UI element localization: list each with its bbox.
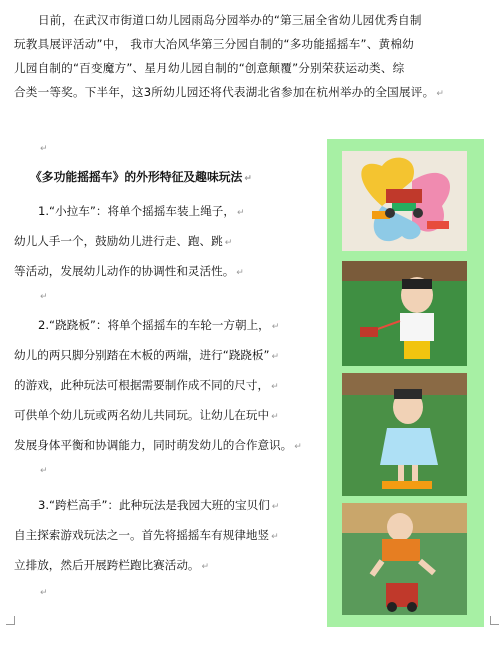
paragraph-mark-icon: ↵ — [224, 238, 233, 248]
photo-panel — [327, 139, 484, 627]
paragraph-mark-icon: ↵ — [436, 89, 445, 99]
paragraph-mark-icon: ↵ — [236, 268, 244, 278]
paragraph-mark-icon: ↵ — [271, 382, 279, 392]
paragraph-mark-icon: ↵ — [40, 292, 48, 302]
paragraph-mark-icon: ↵ — [271, 322, 280, 332]
paragraph-mark-icon: ↵ — [40, 466, 48, 476]
section-heading: 《多功能摇摇车》的外形特征及趣味玩法 ↵ — [30, 170, 252, 184]
intro-line: 合类一等奖。下半年，这3所幼儿园还将代表湖北省参加在杭州举办的全国展评。 ↵ — [14, 85, 445, 99]
photo-seesaw — [342, 373, 467, 496]
paragraph-mark-icon: ↵ — [40, 144, 48, 154]
paragraph-mark-icon: ↵ — [271, 412, 279, 422]
paragraph-mark-icon: ↵ — [244, 174, 252, 184]
paragraph-mark-icon: ↵ — [294, 442, 302, 452]
photo-hurdle-run — [342, 503, 467, 615]
photo-rocking-car-set — [342, 151, 467, 251]
play-method-3: 3.“跨栏高手”：此种玩法是我园大班的宝贝们 ↵ 自主探索游戏玩法之一。首先将摇摇车有规律地竖 ↵ 立排放，然后开展跨栏跑比赛活动。 ↵ — [14, 498, 280, 572]
paragraph-mark-icon: ↵ — [201, 562, 210, 572]
play-method-1: 1.“小拉车”：将单个摇摇车装上绳子， ↵ 幼儿人手一个，鼓励幼儿进行走、跑、跳 ↵ 等活动，发展幼儿动作的协调性和灵活性。 ↵ — [14, 204, 245, 278]
crop-mark — [6, 616, 15, 625]
photo-pull-car — [342, 261, 467, 366]
paragraph-mark-icon: ↵ — [236, 208, 245, 218]
paragraph-mark-icon: ↵ — [271, 352, 280, 362]
paragraph-mark-icon: ↵ — [40, 588, 48, 598]
intro-line: 玩教具展评活动”中， 我市大冶风华第三分园自制的“多功能摇摇车”、黄棉幼 — [14, 37, 414, 51]
intro-line: 儿园自制的“百变魔方”、星月幼儿园自制的“创意颠覆”分别荣获运动类、综 — [14, 61, 405, 75]
crop-mark — [490, 616, 499, 625]
intro-paragraph — [14, 8, 492, 104]
play-method-2: 2.“跷跷板”：将单个摇摇车的车轮一方朝上， ↵ 幼儿的两只脚分别踏在木板的两端，进行“跷跷板” ↵ 的游戏，此种玩法可根据需要制作成不同的尺寸， ↵ 可供单个幼儿玩或两名幼儿共同玩。让幼儿在玩中 ↵ 发展身体平衡和协调能力，同时萌发幼儿的合作意识。 ↵ — [14, 318, 302, 452]
intro-line: 日前，在武汉市街道口幼儿园雨岛分园举办的“第三届全省幼儿园优秀自制 — [38, 13, 422, 27]
paragraph-mark-icon: ↵ — [271, 502, 280, 512]
paragraph-mark-icon: ↵ — [271, 532, 279, 542]
